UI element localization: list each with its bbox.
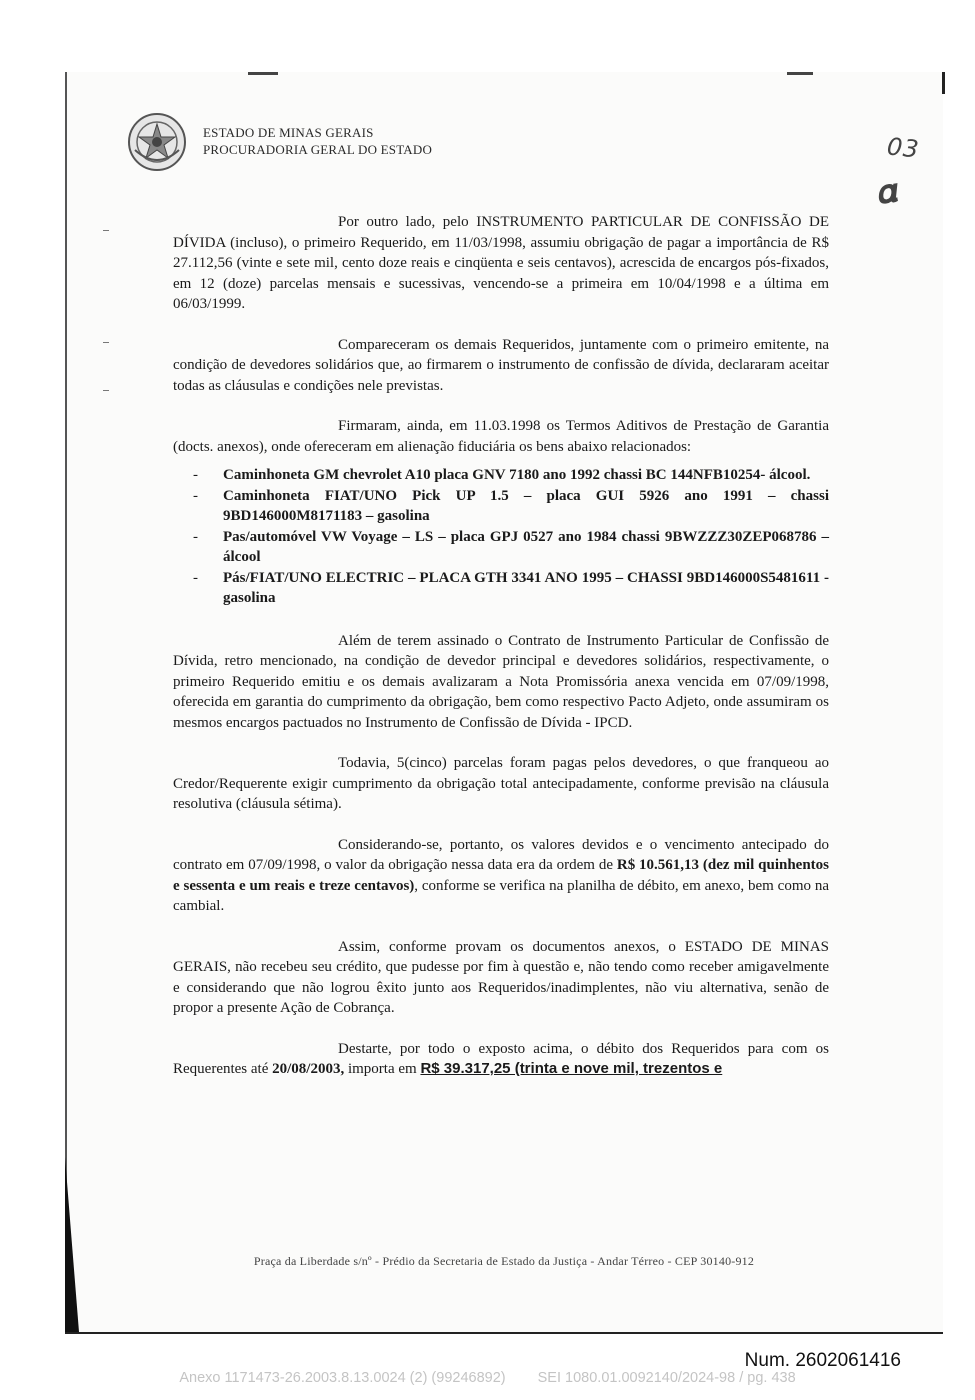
debt-date: 20/08/2003, (272, 1061, 345, 1077)
paragraph (173, 835, 829, 917)
top-scan-mark (248, 72, 278, 75)
paragraph-text: Assim, conforme provam os documentos anexos, o ESTADO DE MINAS GERAIS, não recebeu seu crédito, que pudesse por fim à questão e, não tendo como receber amigavelmente e considerando que não logrou êxito junto aos Requeridos/inadimplentes, não viu alternativa, senão de propor a presente Ação de Cobrança. (173, 938, 829, 1016)
debt-amount-2003: R$ 39.317,25 (trinta e nove mil, trezentos e (420, 1060, 723, 1077)
reference-stamp (0, 1370, 975, 1386)
vehicle-description: Caminhoneta FIAT/UNO Pick UP 1.5 – placa GUI 5926 ano 1991 – chassi 9BD146000M8171183 – gasolina (223, 487, 829, 524)
paragraph (173, 1039, 829, 1080)
sei-reference: SEI 1080.01.0092140/2024-98 / pg. 438 (537, 1370, 796, 1386)
paragraph-text: Compareceram os demais Requeridos, juntamente com o primeiro emitente, na condição de devedores solidários que, ao firmarem o instrumento de confissão de dívida, declararam aceitar todas as cláusulas e condições nele previstas. (173, 336, 829, 394)
paragraph-text-end: , conforme se verifica na planilha de débito, em anexo, bem como na cambial. (173, 877, 829, 914)
paragraph-text (173, 835, 829, 917)
paragraph-text-start: Considerando-se, portanto, os valores devidos e o vencimento antecipado do contrato em 07/09/1998, o valor da obrigação nessa data era da ordem de (173, 836, 829, 873)
paragraph (173, 212, 829, 315)
debt-amount-1998: R$ 10.561,13 (dez mil quinhentos e sessenta e um reais e treze centavos) (173, 857, 830, 894)
letterhead (203, 124, 432, 158)
vehicle-description: Caminhoneta GM chevrolet A10 placa GNV 7180 ano 1992 chassi BC 144NFB10254- álcool. (223, 467, 811, 483)
handwritten-mark: 𝛂 (872, 170, 900, 214)
list-item (173, 568, 829, 609)
paragraph (173, 937, 829, 1019)
paragraph-text-start: Destarte, por todo o exposto acima, o débito dos Requeridos para com os Requerentes até (173, 1040, 829, 1077)
list-item (173, 527, 829, 568)
paragraph (173, 631, 829, 734)
vehicle-description: Pás/FIAT/UNO ELECTRIC – PLACA GTH 3341 ANO 1995 – CHASSI 9BD146000S5481611 - gasolina (223, 569, 829, 606)
list-item (173, 465, 829, 486)
paragraph-text-mid: importa em (344, 1061, 421, 1077)
paragraph-text (173, 1039, 829, 1080)
vehicle-description: Pas/automóvel VW Voyage – LS – placa GPJ 0527 ano 1984 chassi 9BWZZZ30ZEP068786 – álcool (223, 528, 829, 565)
page-left-edge (65, 72, 67, 1332)
scan-shadow (65, 1157, 79, 1332)
paragraph-text: Além de terem assinado o Contrato de Instrumento Particular de Confissão de Dívida, retro mencionado, na condição de devedor principal e devedores solidários, respectivamente, o primeiro Requerido emitiu e os demais avalizaram a Nota Promissória anexa vencida em 07/09/1998, oferecida em garantia do cumprimento da obrigação, bem como respectivo Pacto Adjeto, onde assumiram os mesmos encargos pactuados no Instrumento de Confissão de Dívida - IPCD. (173, 632, 829, 731)
page-corner-mark (942, 72, 945, 94)
letterhead-agency: PROCURADORIA GERAL DO ESTADO (203, 142, 433, 157)
document-number: Num. 2602061416 (744, 1350, 901, 1371)
margin-mark (103, 230, 109, 231)
paragraph-text: Por outro lado, pelo INSTRUMENTO PARTICULAR DE CONFISSÃO DE DÍVIDA (incluso), o primeiro Requerido, em 11/03/1998, assumiu obrigação de pagar a importância de R$ 27.112,56 (vinte e sete mil, cento doze reais e cinqüenta e seis centavos), acrescida de encargos pós-fixados, em 12 (doze) parcelas mensais e sucessivas, vencendo-se a primeira em 10/04/1998 e a última em 06/03/1999. (173, 214, 829, 312)
margin-mark (103, 342, 109, 343)
list-bullet: - (193, 569, 198, 586)
top-scan-mark (787, 72, 813, 75)
list-item (173, 486, 829, 527)
state-seal-icon (127, 112, 187, 172)
paragraph-text: Firmaram, ainda, em 11.03.1998 os Termos Aditivos de Prestação de Garantia (docts. anexos), onde ofereceram em alienação fiduciária os bens abaixo relacionados: (173, 418, 829, 455)
letterhead-state: ESTADO DE MINAS GERAIS (203, 125, 374, 140)
list-bullet: - (193, 528, 198, 545)
list-bullet: - (193, 487, 198, 504)
list-bullet: - (193, 467, 198, 483)
handwritten-page-number: 03 (885, 132, 921, 164)
paragraph (173, 753, 829, 815)
paragraph-text: Todavia, 5(cinco) parcelas foram pagas pelos devedores, o que franqueou ao Credor/Requerente exigir cumprimento da obrigação total antecipadamente, conforme previsão na cláusula resolutiva (cláusula sétima). (173, 755, 829, 812)
margin-mark (103, 390, 109, 391)
paragraph (173, 416, 829, 457)
document-body (173, 212, 829, 1100)
footer-address: Praça da Liberdade s/nº - Prédio da Secretaria de Estado da Justiça - Andar Térreo - CEP 30140-912 (253, 1254, 755, 1268)
annex-reference: Anexo 1171473-26.2003.8.13.0024 (2) (99246892) (179, 1370, 506, 1386)
vehicle-list (173, 465, 829, 609)
paragraph (173, 335, 829, 397)
scanned-page (65, 72, 943, 1334)
